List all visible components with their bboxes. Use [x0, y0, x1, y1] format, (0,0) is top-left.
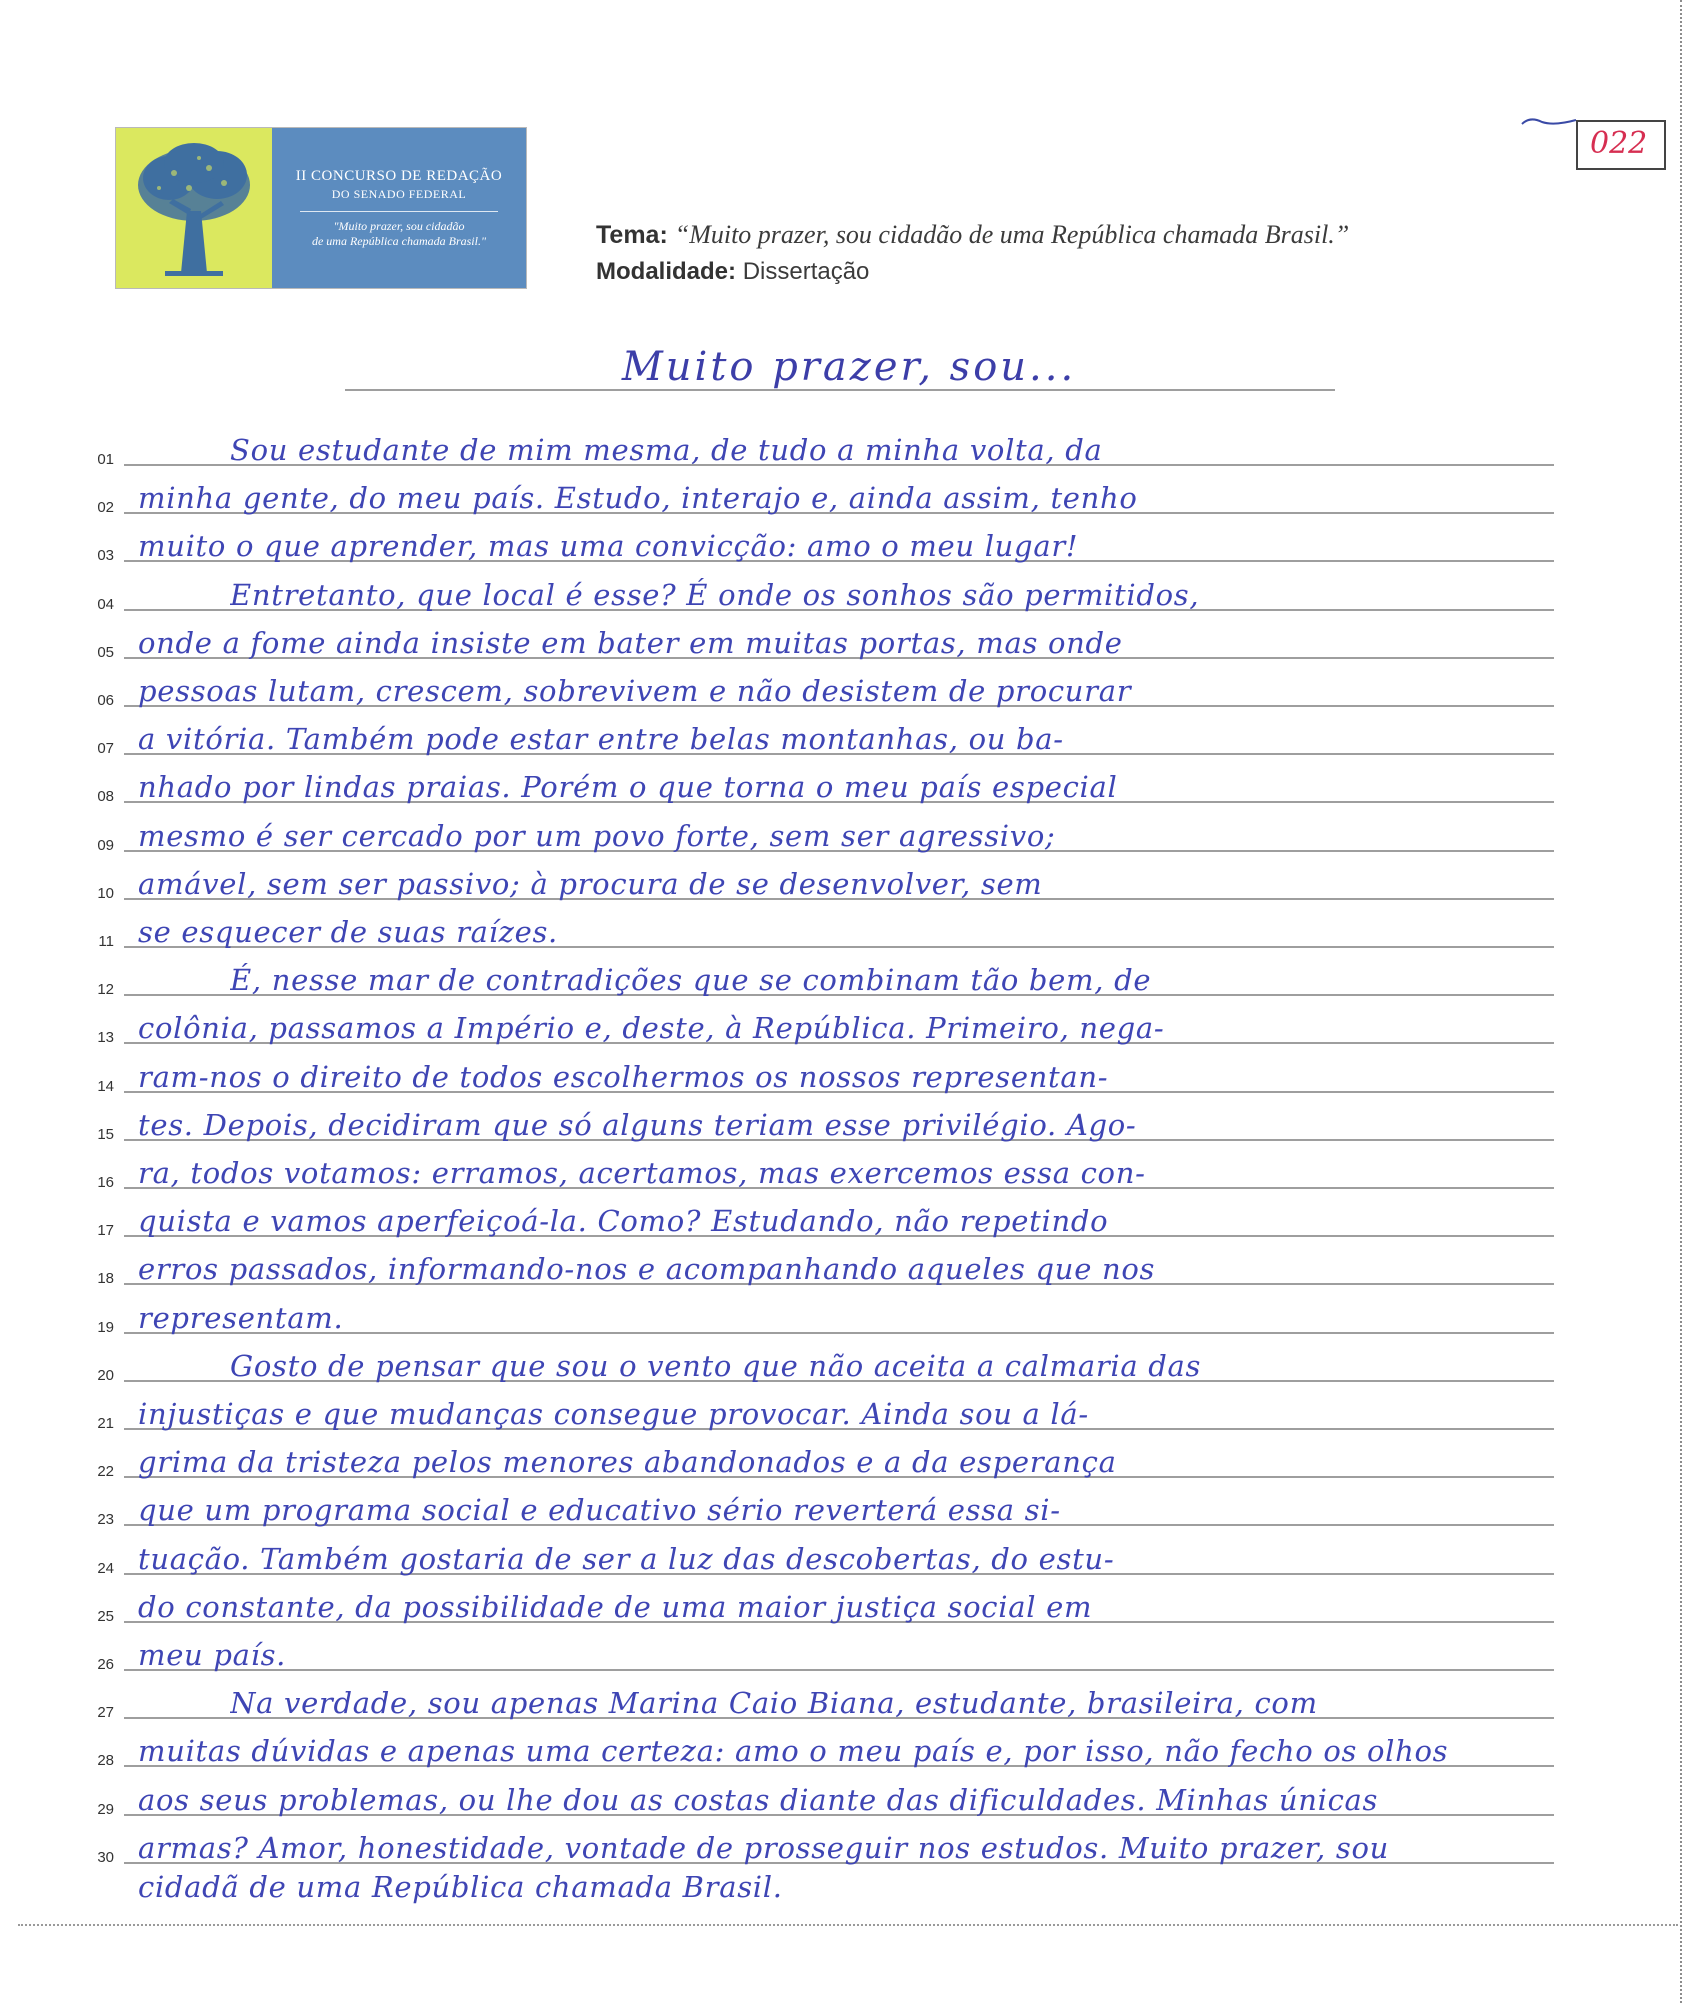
handwritten-text: grima da tristeza pelos menores abandonados e a da esperança	[138, 1445, 1117, 1480]
essay-line	[80, 1292, 1580, 1340]
pen-mark-icon	[1520, 112, 1580, 132]
essay-line	[80, 1388, 1580, 1436]
page-edge	[1680, 0, 1684, 2003]
essay-line	[80, 472, 1580, 520]
essay-line	[80, 424, 1580, 472]
logo-text-panel	[272, 128, 526, 288]
line-number: 29	[97, 1800, 114, 1818]
line-number: 02	[97, 499, 114, 517]
title-rule	[345, 389, 1335, 391]
logo-contest-name: II CONCURSO DE REDAÇÃO	[295, 167, 503, 184]
line-number: 17	[97, 1222, 114, 1240]
modality-value: Dissertação	[742, 258, 870, 285]
logo-quote-line1: "Muito prazer, sou cidadão	[333, 218, 465, 233]
modality-line	[596, 258, 869, 286]
page-number-box	[1576, 120, 1666, 170]
modality-label: Modalidade:	[596, 258, 737, 285]
essay-line	[80, 810, 1580, 858]
line-number: 01	[97, 451, 114, 468]
line-number: 04	[97, 595, 114, 613]
line-number: 27	[97, 1704, 114, 1722]
line-number: 16	[97, 1174, 114, 1191]
theme-line	[596, 220, 1349, 250]
essay-line	[80, 569, 1580, 617]
logo-divider	[300, 211, 498, 212]
line-number: 03	[97, 547, 114, 565]
line-number: 08	[97, 788, 114, 806]
handwritten-text: Na verdade, sou apenas Marina Caio Biana, estudante, brasileira, com	[230, 1686, 1318, 1721]
line-number: 15	[97, 1125, 114, 1143]
line-number: 06	[97, 692, 114, 709]
essay-line	[80, 1099, 1580, 1147]
line-number: 05	[97, 643, 114, 661]
line-number: 24	[97, 1559, 114, 1577]
handwritten-text: Entretanto, que local é esse? É onde os sonhos são permitidos,	[230, 577, 1200, 612]
page-number: 022	[1590, 126, 1648, 161]
essay-line	[80, 617, 1580, 665]
essay-line	[80, 954, 1580, 1002]
line-number: 30	[97, 1848, 114, 1866]
essay-line	[80, 1677, 1580, 1725]
line-number: 07	[97, 740, 114, 758]
essay-line	[80, 1436, 1580, 1484]
handwritten-text: nhado por lindas praias. Porém o que torna o meu país especial	[138, 770, 1118, 805]
handwritten-text: Gosto de pensar que sou o vento que não aceita a calmaria das	[230, 1348, 1202, 1383]
line-number: 14	[97, 1077, 114, 1095]
handwritten-text: meu país.	[138, 1638, 287, 1672]
essay-line	[80, 713, 1580, 761]
handwritten-text: É, nesse mar de contradições que se combinam tão bem, de	[230, 963, 1152, 998]
essay-line	[80, 1147, 1580, 1195]
essay-line	[80, 1629, 1580, 1677]
essay-final-line: cidadã de uma República chamada Brasil.	[138, 1870, 783, 1904]
handwritten-text: muitas dúvidas e apenas uma certeza: amo o meu país e, por isso, não fecho os olhos	[138, 1734, 1449, 1769]
essay-line	[80, 1340, 1580, 1388]
handwritten-text: minha gente, do meu país. Estudo, interajo e, ainda assim, tenho	[138, 481, 1138, 516]
theme-value: “Muito prazer, sou cidadão de uma República chamada Brasil.”	[674, 220, 1350, 249]
handwritten-text: muito o que aprender, mas uma convicção: amo o meu lugar!	[138, 529, 1079, 564]
logo-quote-line2: de uma República chamada Brasil."	[311, 233, 486, 248]
line-number: 26	[97, 1656, 114, 1673]
line-number: 21	[97, 1415, 114, 1432]
essay-line	[80, 906, 1580, 954]
line-number: 18	[97, 1270, 114, 1288]
essay-line	[80, 1725, 1580, 1773]
handwritten-text: a vitória. Também pode estar entre belas montanhas, ou ba-	[138, 722, 1064, 757]
handwritten-text: ra, todos votamos: erramos, acertamos, mas exercemos essa con-	[138, 1156, 1146, 1190]
handwritten-text: tuação. Também gostaria de ser a luz das descobertas, do estu-	[138, 1541, 1115, 1576]
handwritten-text: do constante, da possibilidade de uma maior justiça social em	[138, 1589, 1093, 1624]
essay-line	[80, 1195, 1580, 1243]
handwritten-text: quista e vamos aperfeiçoá-la. Como? Estudando, não repetindo	[138, 1204, 1109, 1239]
logo-senate-name: DO SENADO FEDERAL	[331, 186, 467, 201]
essay-line	[80, 1484, 1580, 1532]
essay-line	[80, 1581, 1580, 1629]
line-number: 28	[97, 1752, 114, 1770]
handwritten-text: aos seus problemas, ou lhe dou as costas diante das dificuldades. Minhas únicas	[138, 1782, 1379, 1817]
line-number: 10	[97, 884, 114, 902]
handwritten-text: colônia, passamos a Império e, deste, à República. Primeiro, nega-	[138, 1011, 1165, 1046]
essay-line	[80, 520, 1580, 568]
handwritten-text: injustiças e que mudanças consegue provocar. Ainda sou a lá-	[138, 1397, 1089, 1431]
essay-title: Muito prazer, sou...	[621, 344, 1077, 390]
handwritten-text: pessoas lutam, crescem, sobrevivem e não desistem de procurar	[138, 674, 1132, 708]
handwritten-text: se esquecer de suas raízes.	[138, 915, 558, 949]
line-number: 12	[97, 981, 114, 999]
handwritten-text: mesmo é ser cercado por um povo forte, sem ser agressivo;	[138, 818, 1056, 853]
handwritten-text: representam.	[138, 1300, 344, 1335]
essay-line	[80, 761, 1580, 809]
essay-line	[80, 1243, 1580, 1291]
line-number: 09	[97, 836, 114, 854]
line-number: 20	[97, 1366, 114, 1384]
essay-line	[80, 1002, 1580, 1050]
essay-line	[80, 1533, 1580, 1581]
handwritten-text: Sou estudante de mim mesma, de tudo a minha volta, da	[230, 433, 1103, 467]
handwritten-text: armas? Amor, honestidade, vontade de prosseguir nos estudos. Muito prazer, sou	[138, 1830, 1389, 1865]
essay-line	[80, 665, 1580, 713]
handwritten-text: amável, sem ser passivo; à procura de se desenvolver, sem	[138, 866, 1043, 901]
essay-line	[80, 858, 1580, 906]
line-number: 22	[97, 1463, 114, 1481]
handwritten-text: onde a fome ainda insiste em bater em muitas portas, mas onde	[138, 625, 1123, 660]
tree-logo-icon	[116, 128, 272, 288]
line-number: 11	[98, 933, 114, 950]
line-number: 19	[97, 1318, 114, 1336]
handwritten-text: que um programa social e educativo sério reverterá essa si-	[138, 1493, 1061, 1528]
contest-logo	[115, 127, 527, 289]
handwritten-text: ram-nos o direito de todos escolhermos os nossos representan-	[138, 1059, 1109, 1094]
line-number: 25	[97, 1607, 114, 1625]
line-number: 23	[97, 1511, 114, 1529]
essay-line	[80, 1822, 1580, 1870]
theme-label: Tema:	[596, 221, 668, 249]
handwritten-text: erros passados, informando-nos e acompanhando aqueles que nos	[138, 1252, 1156, 1287]
line-number: 13	[97, 1029, 114, 1047]
handwritten-text: tes. Depois, decidiram que só alguns teriam esse privilégio. Ago-	[138, 1107, 1137, 1142]
page-bottom-border	[18, 1924, 1678, 1928]
essay-line	[80, 1774, 1580, 1822]
essay-line	[80, 1051, 1580, 1099]
